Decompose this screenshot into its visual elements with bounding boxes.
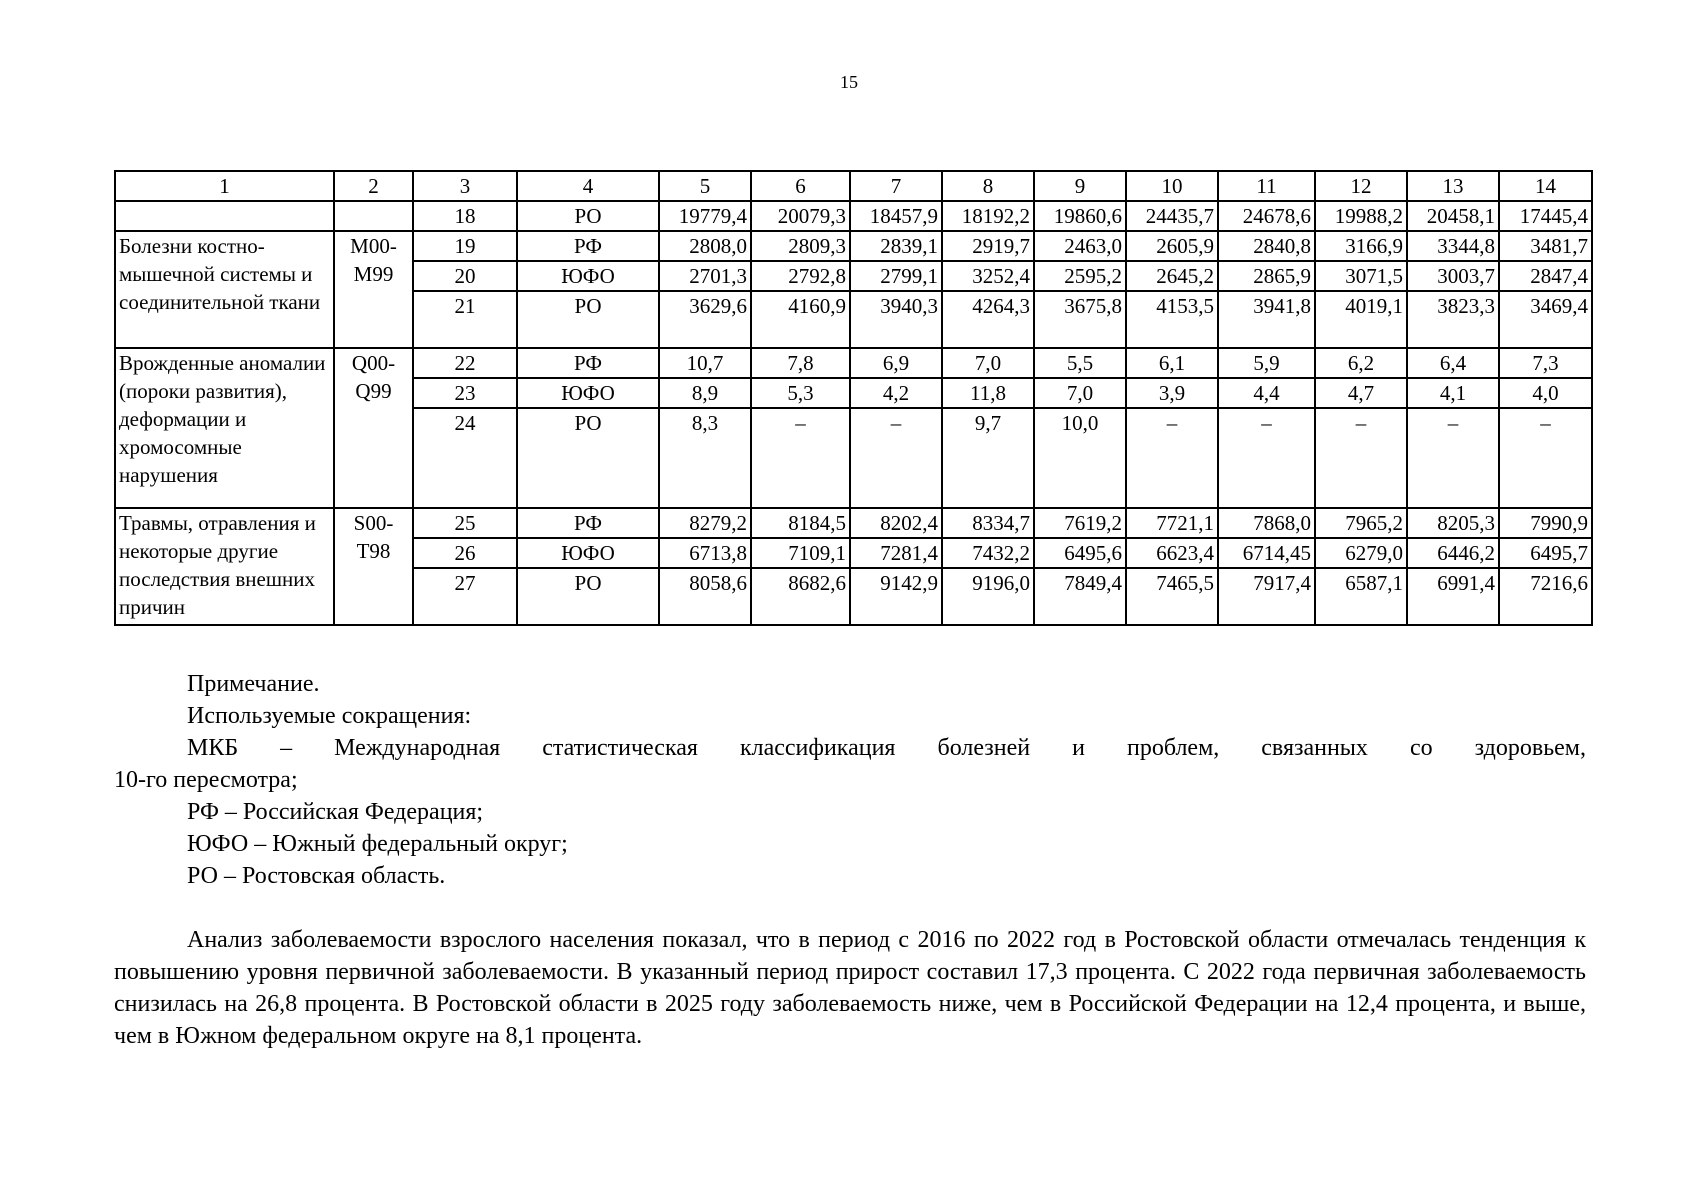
- value-cell: 2809,3: [751, 231, 850, 261]
- value-cell: 8058,6: [659, 568, 751, 625]
- column-number-cell: 3: [413, 171, 517, 201]
- value-cell: 10,7: [659, 348, 751, 378]
- value-cell: 2595,2: [1034, 261, 1126, 291]
- empty-cell: [334, 201, 413, 231]
- value-cell: 7849,4: [1034, 568, 1126, 625]
- value-cell: 2840,8: [1218, 231, 1315, 261]
- column-number-cell: 12: [1315, 171, 1407, 201]
- value-cell: 6495,6: [1034, 538, 1126, 568]
- value-cell: 3481,7: [1499, 231, 1592, 261]
- value-cell: –: [1407, 408, 1499, 508]
- value-cell: 4019,1: [1315, 291, 1407, 348]
- value-cell: 2463,0: [1034, 231, 1126, 261]
- value-cell: –: [850, 408, 942, 508]
- value-cell: 8334,7: [942, 508, 1034, 538]
- value-cell: 19988,2: [1315, 201, 1407, 231]
- row-number-cell: 27: [413, 568, 517, 625]
- column-number-cell: 2: [334, 171, 413, 201]
- icd-code: Q00-Q99: [334, 348, 413, 508]
- value-cell: 5,9: [1218, 348, 1315, 378]
- value-cell: 7216,6: [1499, 568, 1592, 625]
- value-cell: 6,9: [850, 348, 942, 378]
- value-cell: 6991,4: [1407, 568, 1499, 625]
- value-cell: 3003,7: [1407, 261, 1499, 291]
- value-cell: 4,7: [1315, 378, 1407, 408]
- value-cell: 9196,0: [942, 568, 1034, 625]
- value-cell: 3166,9: [1315, 231, 1407, 261]
- disease-group-name: Травмы, отравления и некоторые другие последствия внешних причин: [115, 508, 334, 625]
- region-cell: РО: [517, 291, 659, 348]
- value-cell: 6623,4: [1126, 538, 1218, 568]
- value-cell: 7,3: [1499, 348, 1592, 378]
- column-number-cell: 6: [751, 171, 850, 201]
- region-cell: РФ: [517, 348, 659, 378]
- value-cell: 4,2: [850, 378, 942, 408]
- column-number-cell: 13: [1407, 171, 1499, 201]
- analysis-block: [114, 924, 1586, 1052]
- value-cell: 24678,6: [1218, 201, 1315, 231]
- value-cell: 8,3: [659, 408, 751, 508]
- row-number-cell: 26: [413, 538, 517, 568]
- value-cell: 8184,5: [751, 508, 850, 538]
- value-cell: 7281,4: [850, 538, 942, 568]
- column-number-cell: 1: [115, 171, 334, 201]
- region-cell: РО: [517, 568, 659, 625]
- value-cell: 6,1: [1126, 348, 1218, 378]
- value-cell: 18192,2: [942, 201, 1034, 231]
- column-number-cell: 9: [1034, 171, 1126, 201]
- value-cell: 8,9: [659, 378, 751, 408]
- value-cell: –: [751, 408, 850, 508]
- icd-code: M00-M99: [334, 231, 413, 348]
- note-yufo: ЮФО – Южный федеральный округ;: [187, 831, 568, 857]
- column-number-cell: 11: [1218, 171, 1315, 201]
- value-cell: 8202,4: [850, 508, 942, 538]
- value-cell: 8682,6: [751, 568, 850, 625]
- value-cell: 3252,4: [942, 261, 1034, 291]
- note-subtitle: Используемые сокращения:: [187, 703, 472, 729]
- value-cell: 7868,0: [1218, 508, 1315, 538]
- value-cell: 24435,7: [1126, 201, 1218, 231]
- table-body: [115, 171, 1592, 625]
- value-cell: 2645,2: [1126, 261, 1218, 291]
- value-cell: 2792,8: [751, 261, 850, 291]
- value-cell: 4,4: [1218, 378, 1315, 408]
- value-cell: 7721,1: [1126, 508, 1218, 538]
- region-cell: РФ: [517, 231, 659, 261]
- value-cell: 7,8: [751, 348, 850, 378]
- region-cell: РО: [517, 201, 659, 231]
- table-row: [115, 508, 1592, 538]
- value-cell: 2605,9: [1126, 231, 1218, 261]
- note-ro: РО – Ростовская область.: [187, 863, 446, 889]
- value-cell: 5,5: [1034, 348, 1126, 378]
- value-cell: 11,8: [942, 378, 1034, 408]
- value-cell: 4153,5: [1126, 291, 1218, 348]
- column-number-cell: 10: [1126, 171, 1218, 201]
- column-number-cell: 8: [942, 171, 1034, 201]
- column-number-cell: 4: [517, 171, 659, 201]
- value-cell: 7,0: [942, 348, 1034, 378]
- statistics-table: [114, 170, 1593, 626]
- row-number-cell: 25: [413, 508, 517, 538]
- note-title: Примечание.: [187, 671, 320, 697]
- note-rf: РФ – Российская Федерация;: [187, 799, 484, 825]
- value-cell: 3,9: [1126, 378, 1218, 408]
- value-cell: 18457,9: [850, 201, 942, 231]
- value-cell: 6279,0: [1315, 538, 1407, 568]
- value-cell: 8205,3: [1407, 508, 1499, 538]
- value-cell: 7432,2: [942, 538, 1034, 568]
- value-cell: 6713,8: [659, 538, 751, 568]
- disease-group-name: Болезни костно-мышечной системы и соединительной ткани: [115, 231, 334, 348]
- value-cell: 6,2: [1315, 348, 1407, 378]
- value-cell: 6446,2: [1407, 538, 1499, 568]
- value-cell: 5,3: [751, 378, 850, 408]
- value-cell: 3823,3: [1407, 291, 1499, 348]
- value-cell: 4,0: [1499, 378, 1592, 408]
- table-row: [115, 201, 1592, 231]
- row-number-cell: 19: [413, 231, 517, 261]
- region-cell: ЮФО: [517, 538, 659, 568]
- note-mkb-continued: 10-го пересмотра;: [114, 767, 298, 793]
- value-cell: 10,0: [1034, 408, 1126, 508]
- value-cell: 19779,4: [659, 201, 751, 231]
- value-cell: 7109,1: [751, 538, 850, 568]
- table-row: [115, 348, 1592, 378]
- column-number-cell: 5: [659, 171, 751, 201]
- value-cell: 3940,3: [850, 291, 942, 348]
- table-header-row: [115, 171, 1592, 201]
- value-cell: 6,4: [1407, 348, 1499, 378]
- value-cell: 3941,8: [1218, 291, 1315, 348]
- value-cell: 7917,4: [1218, 568, 1315, 625]
- value-cell: 2839,1: [850, 231, 942, 261]
- note-block: [114, 668, 1586, 892]
- value-cell: 4264,3: [942, 291, 1034, 348]
- value-cell: 3469,4: [1499, 291, 1592, 348]
- value-cell: 2799,1: [850, 261, 942, 291]
- value-cell: 3344,8: [1407, 231, 1499, 261]
- value-cell: 2865,9: [1218, 261, 1315, 291]
- value-cell: 7465,5: [1126, 568, 1218, 625]
- value-cell: 3675,8: [1034, 291, 1126, 348]
- row-number-cell: 21: [413, 291, 517, 348]
- value-cell: 9142,9: [850, 568, 942, 625]
- value-cell: –: [1499, 408, 1592, 508]
- value-cell: –: [1315, 408, 1407, 508]
- value-cell: 3071,5: [1315, 261, 1407, 291]
- note-mkb: МКБ – Международная статистическая классификация болезней и проблем, связанных со здоровьем,: [187, 735, 1586, 761]
- row-number-cell: 20: [413, 261, 517, 291]
- value-cell: 7619,2: [1034, 508, 1126, 538]
- value-cell: 2808,0: [659, 231, 751, 261]
- value-cell: 7965,2: [1315, 508, 1407, 538]
- value-cell: 8279,2: [659, 508, 751, 538]
- value-cell: 3629,6: [659, 291, 751, 348]
- value-cell: 20458,1: [1407, 201, 1499, 231]
- disease-group-name: Врожденные аномалии (пороки развития), деформации и хромосомные нарушения: [115, 348, 334, 508]
- value-cell: 6495,7: [1499, 538, 1592, 568]
- value-cell: 7,0: [1034, 378, 1126, 408]
- value-cell: 4160,9: [751, 291, 850, 348]
- value-cell: –: [1218, 408, 1315, 508]
- value-cell: 2847,4: [1499, 261, 1592, 291]
- value-cell: –: [1126, 408, 1218, 508]
- value-cell: 6587,1: [1315, 568, 1407, 625]
- table-row: [115, 231, 1592, 261]
- row-number-cell: 23: [413, 378, 517, 408]
- region-cell: РФ: [517, 508, 659, 538]
- value-cell: 2919,7: [942, 231, 1034, 261]
- value-cell: 9,7: [942, 408, 1034, 508]
- page-number: 15: [840, 72, 858, 92]
- empty-cell: [115, 201, 334, 231]
- value-cell: 6714,45: [1218, 538, 1315, 568]
- analysis-paragraph: Анализ заболеваемости взрослого населения показал, что в период с 2016 по 2022 год в Ростовской области отмечалась тенденция к повышению уровня первичной заболеваемости. В указанный период прирост составил 17,3 процента. С 2022 года первичная заболеваемость снизилась на 26,8 процента. В Ростовской области в 2025 году заболеваемость ниже, чем в Российской Федерации на 12,4 процента, и выше, чем в Южном федеральном округе на 8,1 процента.: [114, 927, 1586, 1049]
- value-cell: 7990,9: [1499, 508, 1592, 538]
- row-number-cell: 18: [413, 201, 517, 231]
- region-cell: ЮФО: [517, 378, 659, 408]
- row-number-cell: 24: [413, 408, 517, 508]
- icd-code: S00-T98: [334, 508, 413, 625]
- column-number-cell: 7: [850, 171, 942, 201]
- row-number-cell: 22: [413, 348, 517, 378]
- value-cell: 17445,4: [1499, 201, 1592, 231]
- column-number-cell: 14: [1499, 171, 1592, 201]
- value-cell: 20079,3: [751, 201, 850, 231]
- value-cell: 2701,3: [659, 261, 751, 291]
- region-cell: ЮФО: [517, 261, 659, 291]
- value-cell: 4,1: [1407, 378, 1499, 408]
- value-cell: 19860,6: [1034, 201, 1126, 231]
- region-cell: РО: [517, 408, 659, 508]
